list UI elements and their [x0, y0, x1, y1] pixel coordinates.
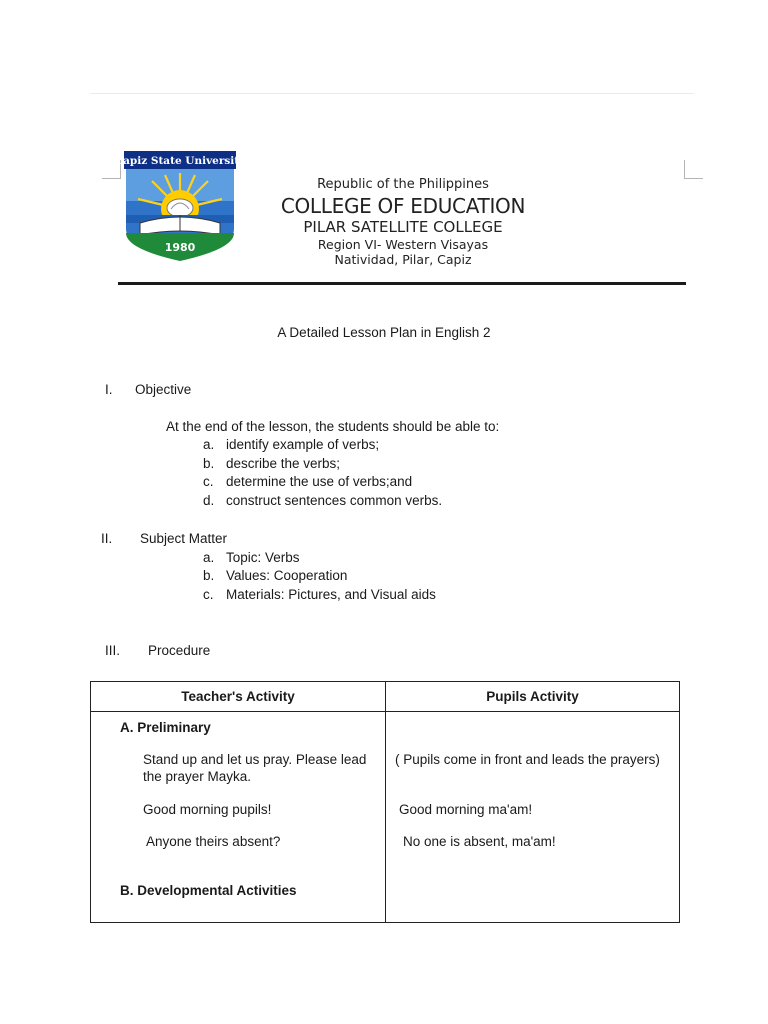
pupil-line: ( Pupils come in front and leads the prayers) [395, 752, 660, 767]
developmental-activities-heading: B. Developmental Activities [120, 883, 297, 898]
objective-item-letter: b. [203, 456, 215, 471]
section-numeral-subject-matter: II. [101, 531, 113, 546]
subject-item-text: Values: Cooperation [226, 568, 348, 583]
preliminary-heading: A. Preliminary [120, 720, 211, 735]
teacher-line: Good morning pupils! [143, 802, 272, 817]
seal-banner-text: Capiz State University [114, 155, 246, 167]
table-row [91, 712, 680, 923]
seal-year-text: 1980 [164, 241, 196, 254]
column-header-pupils: Pupils Activity [386, 682, 680, 712]
subject-item-text: Topic: Verbs [226, 550, 300, 565]
teacher-line: Anyone theirs absent? [143, 834, 281, 849]
section-heading-procedure: Procedure [148, 643, 211, 658]
pupil-line: No one is absent, ma'am! [403, 834, 556, 849]
objective-item-letter: c. [203, 474, 214, 489]
pupil-line: Good morning ma'am! [399, 802, 533, 817]
section-numeral-procedure: III. [105, 643, 121, 658]
subject-item-letter: a. [203, 550, 215, 565]
letterhead-college: COLLEGE OF EDUCATION [280, 194, 526, 218]
objective-item-letter: a. [203, 437, 215, 452]
objective-intro: At the end of the lesson, the students should be able to: [166, 419, 500, 434]
objective-item-text: construct sentences common verbs. [226, 493, 443, 508]
letterhead-republic: Republic of the Philippines [317, 177, 489, 192]
margin-corner-mark-right [684, 160, 703, 179]
letterhead-satellite-college: PILAR SATELLITE COLLEGE [303, 218, 503, 236]
table-header-row [91, 682, 680, 712]
letterhead-region: Region VI- Western Visayas [317, 237, 489, 252]
column-header-teacher: Teacher's Activity [91, 682, 386, 712]
university-seal-logo [114, 151, 246, 264]
teacher-activity-cell [91, 712, 386, 923]
objective-item-letter: d. [203, 493, 215, 508]
section-heading-objective: Objective [135, 382, 192, 397]
document-title: A Detailed Lesson Plan in English 2 [277, 325, 491, 340]
subject-item-letter: b. [203, 568, 215, 583]
section-numeral-objective: I. [105, 382, 113, 397]
teacher-line: the prayer Mayka. [143, 769, 252, 784]
objective-item-text: identify example of verbs; [226, 437, 380, 452]
objective-item-text: determine the use of verbs;and [226, 474, 413, 489]
procedure-table [90, 681, 680, 923]
letterhead-address: Natividad, Pilar, Capiz [334, 252, 472, 267]
pupils-activity-cell [386, 712, 680, 923]
objective-item-text: describe the verbs; [226, 456, 341, 471]
subject-item-text: Materials: Pictures, and Visual aids [226, 587, 436, 602]
page-top-divider [90, 93, 694, 94]
letterhead-divider [118, 282, 686, 285]
teacher-line: Stand up and let us pray. Please lead [143, 752, 367, 767]
section-heading-subject-matter: Subject Matter [140, 531, 228, 546]
subject-item-letter: c. [203, 587, 214, 602]
